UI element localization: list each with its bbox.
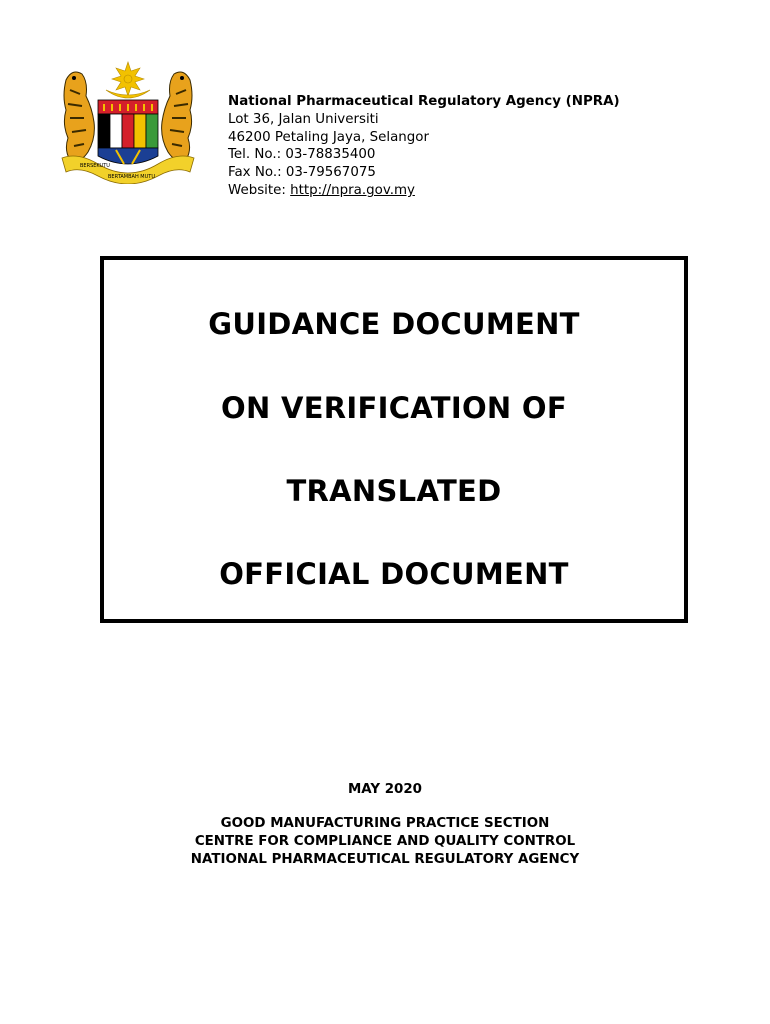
centre-name: CENTRE FOR COMPLIANCE AND QUALITY CONTROL [194, 834, 576, 849]
coat-of-arms-logo [58, 60, 198, 184]
ribbon-center-text: BERTAMBAH MUTU [108, 174, 155, 180]
agency-name: National Pharmaceutical Regulatory Agency (NPRA) [228, 94, 620, 109]
address-line-1: Lot 36, Jalan Universiti [228, 111, 379, 127]
title-line-3: TRANSLATED [286, 474, 502, 508]
left-tiger-icon [64, 72, 94, 161]
right-tiger-icon [162, 72, 192, 161]
website-link[interactable]: http://npra.gov.my [290, 182, 415, 198]
telephone: Tel. No.: 03-78835400 [228, 147, 376, 163]
star-icon [112, 62, 144, 96]
document-title-box [100, 256, 688, 623]
ribbon-left-text: BERSEKUTU [80, 163, 110, 169]
shield-icon [98, 100, 158, 164]
fax: Fax No.: 03-79567075 [228, 165, 376, 181]
agency-name-footer: NATIONAL PHARMACEUTICAL REGULATORY AGENCY [190, 852, 580, 867]
title-line-4: OFFICIAL DOCUMENT [219, 557, 569, 591]
agency-address-block [228, 93, 620, 200]
section-name: GOOD MANUFACTURING PRACTICE SECTION [220, 816, 550, 831]
address-line-2: 46200 Petaling Jaya, Selangor [228, 129, 429, 145]
publication-date: MAY 2020 [347, 782, 423, 797]
title-line-2: ON VERIFICATION OF [221, 391, 567, 425]
title-line-1: GUIDANCE DOCUMENT [208, 307, 580, 341]
website-label: Website: [228, 182, 291, 198]
website [228, 182, 620, 200]
